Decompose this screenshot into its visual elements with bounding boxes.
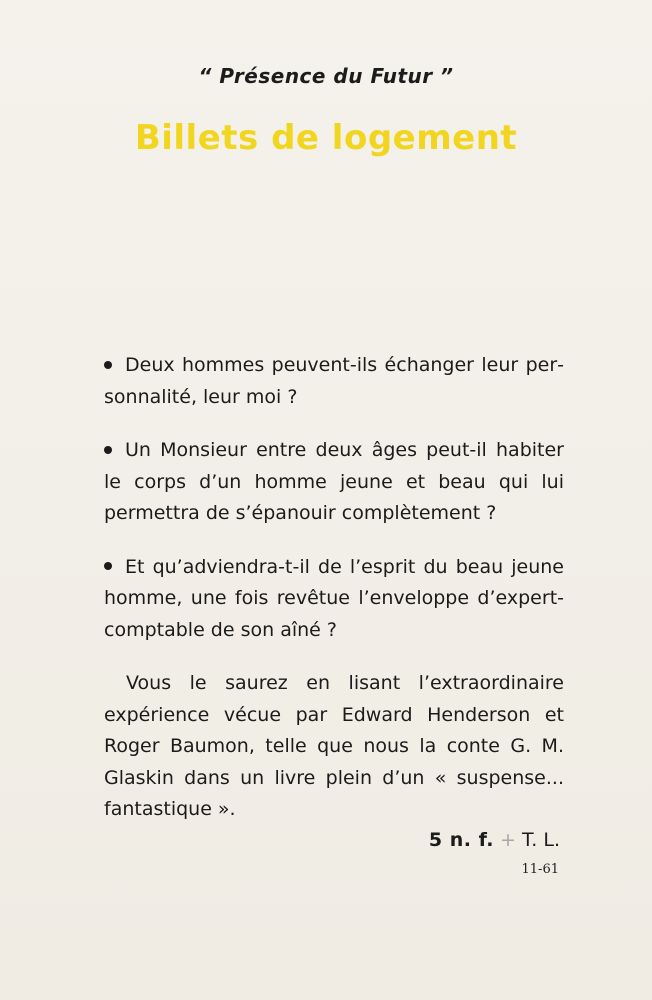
blurb-question-3 — [104, 552, 564, 647]
tax-label: T. L. — [521, 829, 560, 851]
blurb-question-1 — [104, 350, 564, 413]
plus-sign: + — [500, 829, 516, 851]
question-text: Et qu’adviendra-t-il de l’esprit du beau jeune homme, une fois revêtue l’enveloppe d’expert-comptable de son aîné ? — [104, 555, 564, 641]
closing-text: Vous le saurez en lisant l’extraordinaire expérience vécue par Edward Henderson et Roger Baumon, telle que nous la conte G. M. Glaskin dans un livre plein d’un « suspense... fantastique ». — [104, 672, 564, 820]
series-name: “ Présence du Futur ” — [198, 64, 454, 88]
price-line — [429, 829, 560, 851]
bullet-icon — [104, 446, 112, 454]
blurb-question-2 — [104, 435, 564, 530]
blurb — [104, 350, 564, 826]
price-value: 5 n. f. — [428, 829, 495, 851]
question-text: Deux hommes peuvent-ils échanger leur personnalité, leur moi ? — [104, 354, 564, 408]
blurb-closing — [104, 668, 564, 826]
book-title: Billets de logement — [134, 118, 518, 158]
question-text: Un Monsieur entre deux âges peut-il habiter le corps d’un homme jeune et beau qui lui permettra de s’épanouir complètement ? — [104, 439, 564, 524]
edition-code: 11-61 — [521, 862, 559, 877]
bullet-icon — [104, 562, 112, 570]
bullet-icon — [104, 361, 112, 369]
